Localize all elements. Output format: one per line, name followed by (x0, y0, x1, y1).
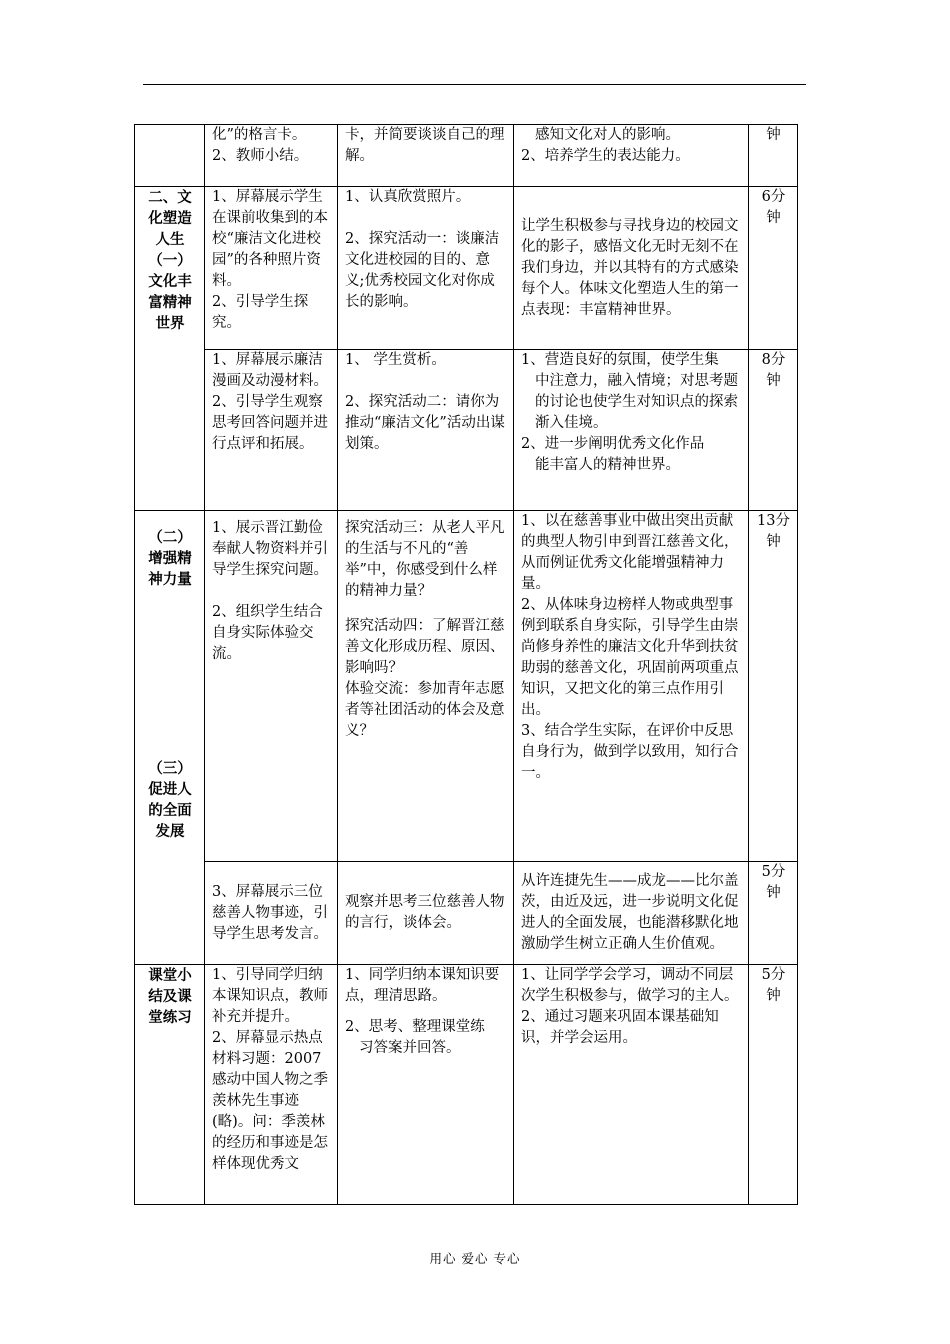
table-row (135, 187, 798, 350)
teacher-activity-cell: 化”的格言卡。 2、教师小结。 (205, 125, 338, 187)
design-intent-cell: 让学生积极参与寻找身边的校园文化的影子，感悟文化无时无刻不在我们身边，并以其特有的方式感染每个人。体味文化塑造人生的第一点表现：丰富精神世界。 (514, 187, 749, 350)
design-intent-cell: 1、以在慈善事业中做出突出贡献的典型人物引申到晋江慈善文化，从而例证优秀文化能增强精神力量。 2、从体味身边榜样人物或典型事例到联系自身实际，引导学生由崇尚修身养性的廉洁文化升华到扶贫助弱的慈善文化，巩固前两项重点知识，又把文化的第三点作用引出。 3、结合学生实际，在评价中反思自身行为，做到学以致用，知行合一。 (514, 511, 749, 862)
section-title-3: （三）促进人的全面发展 (148, 760, 192, 840)
table-row (135, 125, 798, 187)
student-activity-cell: 1、 学生赏析。 2、探究活动二：请你为推动“廉洁文化”活动出谋划策。 (338, 350, 514, 511)
time-cell: 8分钟 (749, 350, 798, 511)
page-footer: 用心 爱心 专心 (429, 1251, 521, 1266)
design-intent-cell: 感知文化对人的影响。 2、培养学生的表达能力。 (514, 125, 749, 187)
section-cell (135, 125, 205, 187)
table-row (135, 965, 798, 1205)
time-cell: 5分钟 (749, 965, 798, 1205)
section-title-2: （二）增强精神力量 (148, 529, 192, 588)
teacher-activity-cell: 1、屏幕展示廉洁漫画及动漫材料。 2、引导学生观察思考回答问题并进行点评和拓展。 (205, 350, 338, 511)
time-cell: 钟 (749, 125, 798, 187)
teacher-activity-cell: 3、屏幕展示三位慈善人物事迹，引导学生思考发言。 (205, 862, 338, 965)
student-activity-cell: 观察并思考三位慈善人物的言行，谈体会。 (338, 862, 514, 965)
table-row (135, 862, 798, 965)
teacher-activity-cell: 1、引导同学归纳本课知识点，教师补充并提升。 2、屏幕显示热点材料习题：2007感动中国人物之季羡林先生事迹(略)。问：季羡林的经历和事迹是怎样体现优秀文 (205, 965, 338, 1205)
student-activity-cell: 探究活动三：从老人平凡的生活与不凡的“善举”中，你感受到什么样的精神力量？ 探究活动四：了解晋江慈善文化形成历程、原因、影响吗？ 体验交流：参加青年志愿者等社团活动的体会及意义？ (338, 511, 514, 862)
time-cell: 13分钟 (749, 511, 798, 862)
header-rule (143, 84, 806, 85)
table-row (135, 350, 798, 511)
student-activity-cell: 1、同学归纳本课知识要点，理清思路。 2、思考、整理课堂练 习答案并回答。 (338, 965, 514, 1205)
section-title: 二、文化塑造人生（一）文化丰富精神世界 (135, 187, 205, 511)
teacher-activity-cell: 1、展示晋江勤俭奉献人物资料并引导学生探究问题。 2、组织学生结合自身实际体验交流。 (205, 511, 338, 862)
design-intent-cell: 1、让同学学会学习，调动不同层次学生积极参与，做学习的主人。 2、通过习题来巩固本课基础知识，并学会运用。 (514, 965, 749, 1205)
section-title: 课堂小结及课堂练习 (135, 965, 205, 1205)
table-row (135, 511, 798, 862)
student-activity-cell: 1、认真欣赏照片。 2、探究活动一：谈廉洁文化进校园的目的、意义;优秀校园文化对你成长的影响。 (338, 187, 514, 350)
student-activity-cell: 卡，并简要谈谈自己的理解。 (338, 125, 514, 187)
lesson-plan-table (134, 124, 798, 1205)
teacher-activity-cell: 1、屏幕展示学生在课前收集到的本校“廉洁文化进校园”的各种照片资料。 2、引导学生探究。 (205, 187, 338, 350)
design-intent-cell: 1、营造良好的氛围，使学生集 中注意力，融入情境；对思考题的讨论也使学生对知识点的探索渐入佳境。 2、进一步阐明优秀文化作品 能丰富人的精神世界。 (514, 350, 749, 511)
section-cell (135, 511, 205, 965)
design-intent-cell: 从许连捷先生——成龙——比尔盖茨，由近及远，进一步说明文化促进人的全面发展，也能潜移默化地激励学生树立正确人生价值观。 (514, 862, 749, 965)
time-cell: 6分钟 (749, 187, 798, 350)
time-cell: 5分钟 (749, 862, 798, 965)
